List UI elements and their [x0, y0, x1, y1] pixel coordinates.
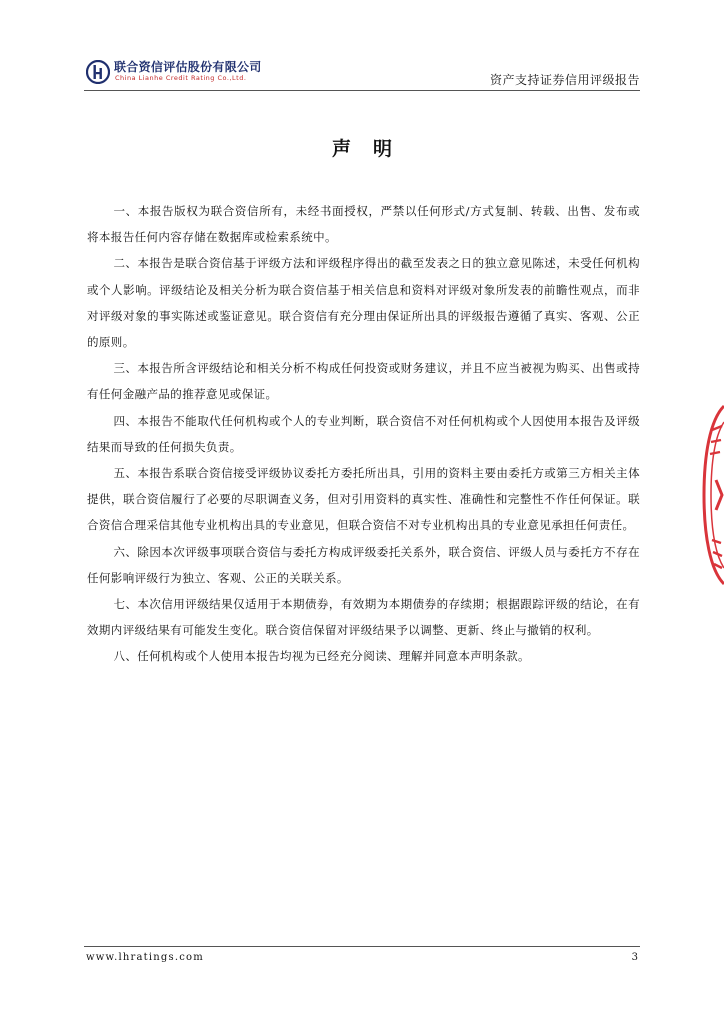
page-header: [84, 56, 640, 91]
seal-stamp-edge: [702, 400, 724, 590]
footer-website: www.lhratings.com: [86, 952, 204, 963]
company-logo: [84, 56, 284, 88]
statement-body: [87, 198, 640, 670]
page-footer: [84, 946, 640, 967]
statement-paragraph-6: 六、除因本次评级事项联合资信与委托方构成评级委托关系外，联合资信、评级人员与委托方不存在任何影响评级行为独立、客观、公正的关联关系。: [87, 544, 640, 585]
statement-paragraph-7: 七、本次信用评级结果仅适用于本期债券，有效期为本期债券的存续期；根据跟踪评级的结论，在有效期内评级结果有可能发生变化。联合资信保留对评级结果予以调整、更新、终止与撤销的权利。: [87, 597, 640, 638]
report-type-title: 资产支持证券信用评级报告: [489, 73, 640, 87]
statement-paragraph-3: 三、本报告所含评级结论和相关分析不构成任何投资或财务建议，并且不应当被视为购买、出售或持有任何金融产品的推荐意见或保证。: [87, 361, 640, 402]
statement-paragraph-2: 二、本报告是联合资信基于评级方法和评级程序得出的截至发表之日的独立意见陈述，未受任何机构或个人影响。评级结论及相关分析为联合资信基于相关信息和资料对评级对象所发表的前瞻性观点，而非对评级对象的事实陈述或鉴证意见。联合资信有充分理由保证所出具的评级报告遵循了真实、客观、公正的原则。: [87, 256, 640, 350]
statement-paragraph-5: 五、本报告系联合资信接受评级协议委托方委托所出具，引用的资料主要由委托方或第三方相关主体提供，联合资信履行了必要的尽职调查义务，但对引用资料的真实性、准确性和完整性不作任何保证。联合资信合理采信其他专业机构出具的专业意见，但联合资信不对专业机构出具的专业意见承担任何责任。: [87, 466, 640, 533]
statement-paragraph-4: 四、本报告不能取代任何机构或个人的专业判断，联合资信不对任何机构或个人因使用本报告及评级结果而导致的任何损失负责。: [87, 413, 640, 454]
lianhe-logo-icon: [86, 60, 110, 84]
statement-paragraph-8: 八、任何机构或个人使用本报告均视为已经充分阅读、理解并同意本声明条款。: [113, 649, 530, 664]
company-name-cn: 联合资信评估股份有限公司: [114, 60, 262, 74]
statement-paragraph-1: 一、本报告版权为联合资信所有，未经书面授权，严禁以任何形式/方式复制、转载、出售、发布或将本报告任何内容存储在数据库或检索系统中。: [87, 204, 640, 245]
company-name-en: China Lianhe Credit Rating Co.,Ltd.: [115, 74, 247, 82]
page-number: 3: [631, 952, 638, 963]
page-title: 声明: [331, 138, 414, 160]
